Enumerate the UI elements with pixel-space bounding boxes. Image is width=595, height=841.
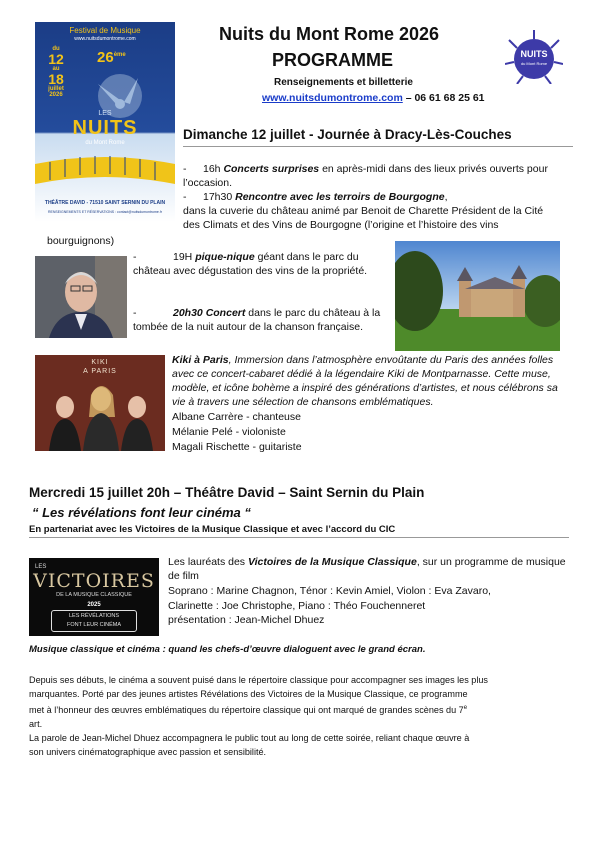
poster-les: LES xyxy=(98,110,112,117)
kiki-intro: , Immersion dans l’atmosphère envoûtante du Paris des années folles xyxy=(228,354,554,366)
p1-line2: marquantes. Porté par des jeunes artistes Révélations des Victoires de la Musique Classique, ce programme xyxy=(29,689,468,699)
item2-rest: , xyxy=(444,191,448,203)
item3-dash: - xyxy=(133,251,137,263)
laureats-bold: Victoires de la Musique Classique xyxy=(247,556,417,568)
item2-line3: des Climats et des Vins de Bourgogne (l’origine et l’histoire des vins xyxy=(183,219,499,231)
vic-year: 2025 xyxy=(87,602,101,608)
poster-dates xyxy=(41,46,71,98)
cast-line2: Clarinette : Joe Christophe, Piano : Théo Fouchenneret xyxy=(168,600,426,612)
laureats-pre: Les lauréats des xyxy=(168,556,248,568)
poster-day2: 18 xyxy=(48,71,64,87)
item4-line xyxy=(173,306,380,320)
kiki-line3: modèle, et icône bohème a inspiré des générations d’artistes, et nous célébrons sa xyxy=(172,382,558,394)
day2-heading: Mercredi 15 juillet 20h – Théâtre David – Saint Sernin du Plain xyxy=(29,485,425,500)
item3-time: 19H xyxy=(173,251,196,263)
festival-logo xyxy=(505,30,563,84)
item2-line4: bourguignons) xyxy=(47,235,115,247)
poster-edition-suffix: ème xyxy=(113,52,126,58)
musicians-illustration xyxy=(35,355,165,451)
item3-rest: géant dans le parc du xyxy=(254,251,359,263)
item2-line2: dans la cuverie du château animé par Benoit de Charette Président de la Cité xyxy=(183,205,544,217)
info-label: Renseignements et billetterie xyxy=(274,77,413,88)
vic-sub: DE LA MUSIQUE CLASSIQUE xyxy=(56,592,132,598)
poster-line1: Festival de Musique xyxy=(69,26,141,35)
p2-line1: La parole de Jean-Michel Dhuez accompagnera le public tout au long de cette soirée, reliant chaque œuvre à xyxy=(29,733,470,744)
kiki-line2: avec ce concert-cabaret dédié à la légendaire Kiki de Montparnasse. Cette muse, xyxy=(172,368,551,380)
vic-badge xyxy=(51,610,137,632)
tagline: Musique classique et cinéma : quand les chefs-d’œuvre dialoguent avec le grand écran. xyxy=(29,644,426,655)
cast-line3: présentation : Jean-Michel Dhuez xyxy=(168,614,325,626)
artist-3: Magali Rischette - guitariste xyxy=(172,441,302,453)
p1-line1: Depuis ses débuts, le cinéma a souvent puisé dans le répertoire classique pour accompagner ses images les plus xyxy=(29,675,488,685)
item2-line xyxy=(203,190,448,204)
day1-heading: Dimanche 12 juillet - Journée à Dracy-Lès-Couches xyxy=(183,127,512,142)
cast-line1: Soprano : Marine Chagnon, Ténor : Kevin Amiel, Violon : Eva Zavaro, xyxy=(168,585,491,597)
poster-month: juillet xyxy=(48,86,64,92)
kiki-photo-text2: A PARIS xyxy=(83,368,117,375)
laureats-line1 xyxy=(168,555,566,569)
poster-url: www.nuitsdumontrome.com xyxy=(74,36,136,42)
kiki-line1 xyxy=(172,353,553,367)
p1-line4: art. xyxy=(29,719,43,730)
festival-poster xyxy=(35,22,175,222)
poster-info: RENSEIGNEMENTS ET RÉSERVATIONS : contact@nuitsdumontrome.fr xyxy=(48,210,162,214)
logo-subtext: du Mont Rome xyxy=(520,61,548,66)
poster-edition-number: 26 xyxy=(97,49,114,66)
logo-text: NUITS xyxy=(520,49,548,59)
poster-subtitle: du Mont Rome xyxy=(85,140,125,146)
vic-rev1: LES RÉVÉLATIONS xyxy=(68,613,120,619)
vic-les: LES xyxy=(35,564,47,570)
contact-line xyxy=(262,92,485,104)
item4-dash: - xyxy=(133,307,137,319)
item1-dash: - xyxy=(183,163,187,175)
artist-1: Albane Carrère - chanteuse xyxy=(172,411,301,423)
item4-rest: dans le parc du château à la xyxy=(245,307,381,319)
day2-partner: En partenariat avec les Victoires de la Musique Classique et avec l’accord du CIC xyxy=(29,524,396,535)
keyboard-illustration xyxy=(35,150,175,198)
item2-dash: - xyxy=(183,191,187,203)
p2-line2: son univers cinématographique avec passion et sensibilité. xyxy=(29,747,267,758)
laureats-post: , sur un programme de musique xyxy=(416,556,566,568)
item2-bold: Rencontre avec les terroirs de Bourgogne xyxy=(235,191,445,203)
phone-number: – 06 61 68 25 61 xyxy=(402,92,485,104)
item4-line2: tombée de la nuit autour de la chanson française. xyxy=(133,321,363,333)
poster-title: NUITS xyxy=(72,117,138,139)
p1-line3: met à l’honneur des œuvres emblématiques du répertoire classique qui ont marqué de grandes scènes du 7 xyxy=(29,705,464,716)
day1-divider xyxy=(183,146,573,147)
chateau-illustration xyxy=(395,241,560,351)
item1-rest: en après-midi dans des lieux privés ouverts pour xyxy=(319,163,548,175)
item1-line xyxy=(203,162,548,176)
poster-du: du xyxy=(52,46,60,52)
paragraph-1 xyxy=(29,673,488,759)
kiki-title: Kiki à Paris xyxy=(172,354,229,366)
item3-line2: château avec dégustation des vins de la propriété. xyxy=(133,265,368,277)
laureats-line2: de film xyxy=(168,570,199,582)
kiki-photo-text1: KIKI xyxy=(91,359,109,366)
artist-2: Mélanie Pelé - violoniste xyxy=(172,426,286,438)
p1-sup: e xyxy=(463,705,468,711)
p1-line3-wrap xyxy=(29,701,488,717)
chateau-photo xyxy=(395,241,560,351)
victoires-logo xyxy=(29,558,159,636)
item2-time: 17h30 xyxy=(203,191,236,203)
page-subtitle: PROGRAMME xyxy=(272,50,393,70)
poster-au: au xyxy=(52,66,60,72)
item3-line xyxy=(173,250,359,264)
kiki-photo xyxy=(35,355,165,451)
item3-bold: pique-nique xyxy=(195,251,255,263)
poster-venue: THÉÂTRE DAVID - 71510 SAINT SERNIN DU PLAIN xyxy=(44,200,166,206)
item4-bold: 20h30 Concert xyxy=(173,307,246,319)
item1-cont: l’occasion. xyxy=(183,177,233,189)
portrait-illustration xyxy=(35,256,127,338)
website-link[interactable]: www.nuitsdumontrome.com xyxy=(262,92,403,104)
day2-divider xyxy=(29,537,569,538)
kiki-line4: vie à travers une sélection de chansons emblématiques. xyxy=(172,396,434,408)
vic-title: VICTOIRES xyxy=(33,570,155,592)
speaker-photo xyxy=(35,256,127,338)
day2-subtitle: “ Les révélations font leur cinéma “ xyxy=(32,505,251,520)
vic-rev2: FONT LEUR CINÉMA xyxy=(67,622,121,628)
poster-day1: 12 xyxy=(48,51,64,67)
item1-time: 16h xyxy=(203,163,224,175)
item1-bold: Concerts surprises xyxy=(223,163,320,175)
page-title: Nuits du Mont Rome 2026 xyxy=(219,24,440,44)
poster-year: 2026 xyxy=(49,92,63,98)
